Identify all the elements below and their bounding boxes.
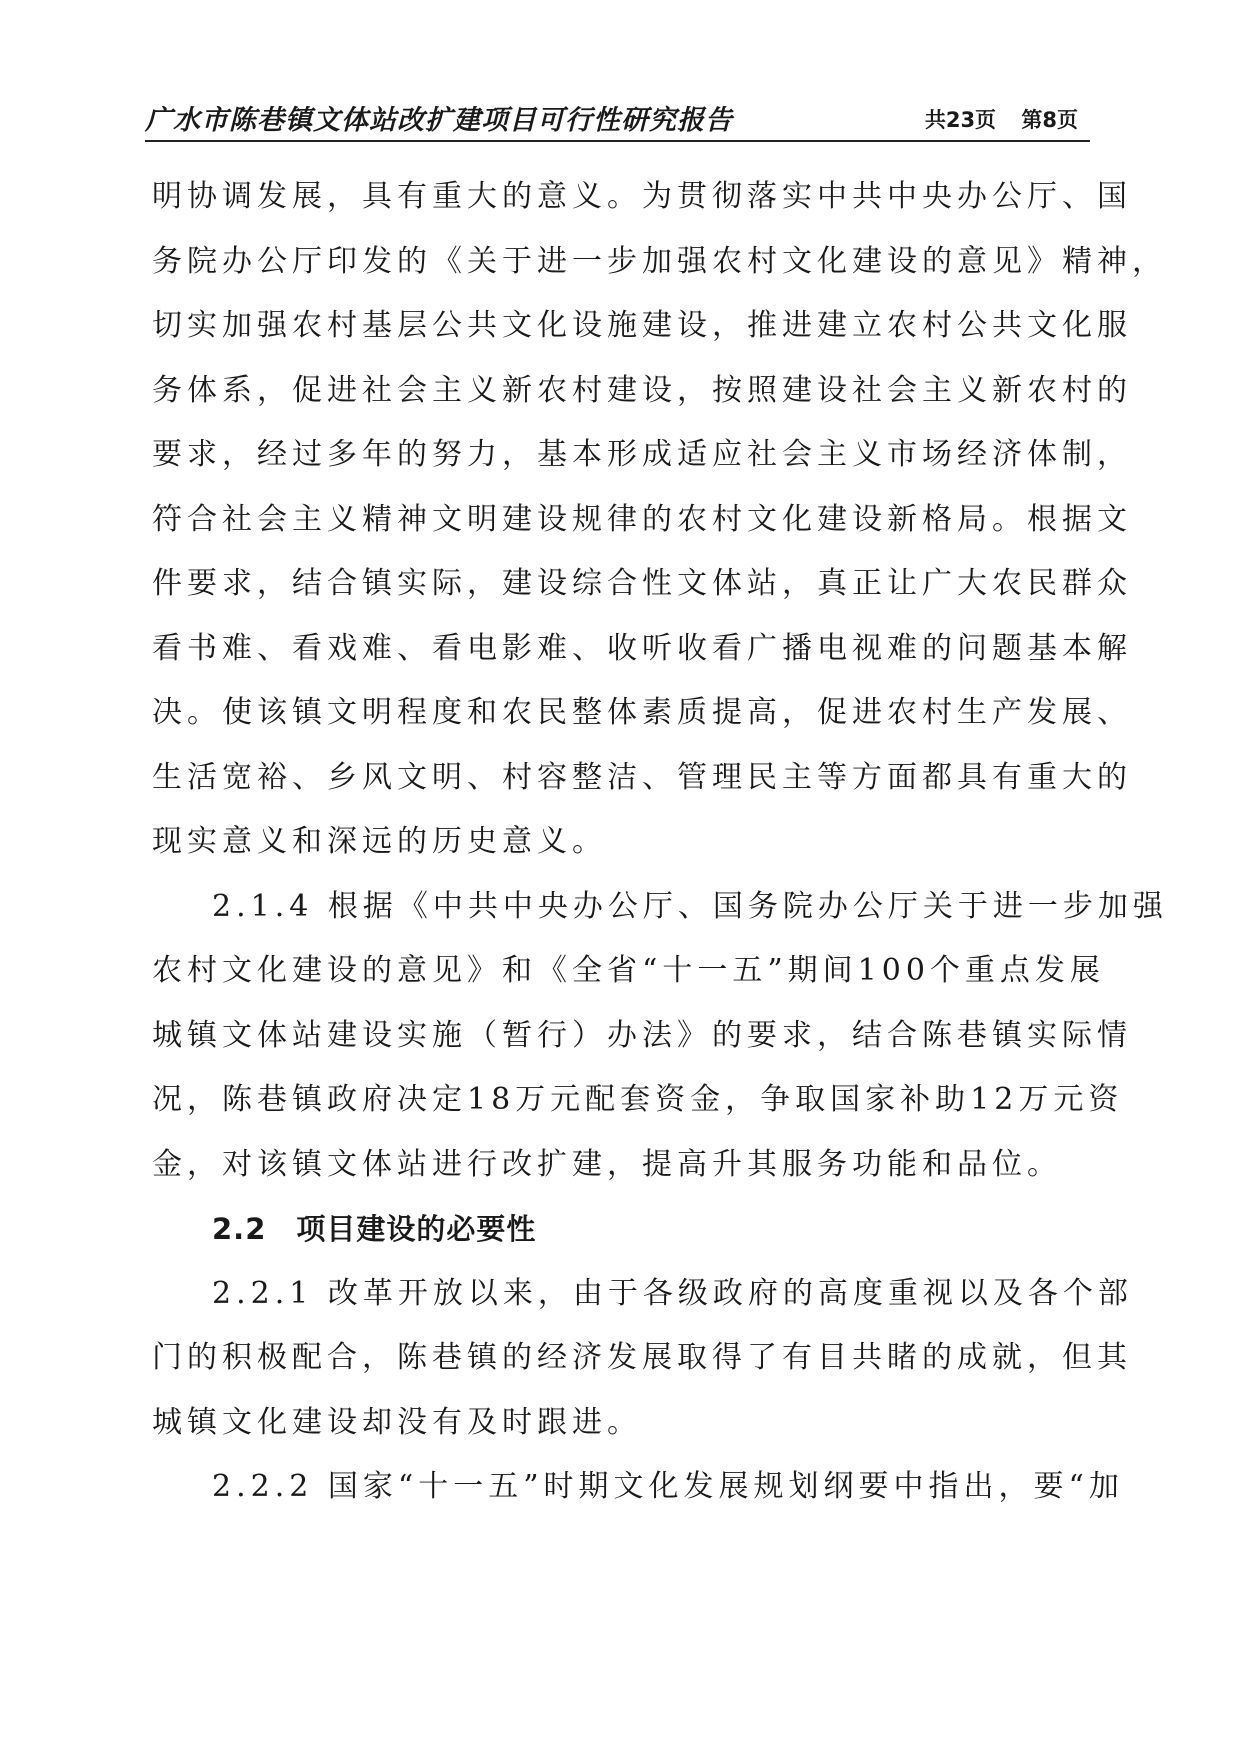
body-line: 符合社会主义精神文明建设规律的农村文化建设新格局。根据文 xyxy=(152,501,1132,537)
body-line: 件要求，结合镇实际，建设综合性文体站，真正让广大农民群众 xyxy=(152,566,1132,601)
body-line: 城镇文体站建设实施（暂行）办法》的要求，结合陈巷镇实际情 xyxy=(152,1017,1132,1053)
body-line: 切实加强农村基层公共文化设施建设，推进建立农村公共文化服 xyxy=(152,308,1132,343)
section-heading-2-2 xyxy=(152,1197,1092,1262)
paragraph-2-2-2-start: 2.2.2 国家“十一五”时期文化发展规划纲要中指出，要“加 xyxy=(212,1469,1124,1504)
document-title: 广水市陈巷镇文体站改扩建项目可行性研究报告 xyxy=(145,105,733,136)
body-line: 门的积极配合，陈巷镇的经济发展取得了有目共睹的成就，但其 xyxy=(152,1340,1132,1375)
body-line: 要求，经过多年的努力，基本形成适应社会主义市场经济体制， xyxy=(152,437,1132,472)
body-line: 明协调发展，具有重大的意义。为贯彻落实中共中央办公厅、国 xyxy=(152,179,1132,214)
section-title: 项目建设的必要性 xyxy=(296,1212,537,1246)
total-pages: 共23页 xyxy=(924,108,997,132)
section-number: 2.2 xyxy=(212,1212,267,1246)
document-body xyxy=(152,165,1168,1520)
body-line: 务院办公厅印发的《关于进一步加强农村文化建设的意见》精神， xyxy=(152,243,1167,279)
body-line: 农村文化建设的意见》和《全省“十一五”期间100个重点发展 xyxy=(152,953,1105,988)
current-page: 第8页 xyxy=(1021,108,1078,132)
body-line: 况，陈巷镇政府决定18万元配套资金，争取国家补助12万元资 xyxy=(152,1082,1124,1117)
page-header xyxy=(145,96,1090,142)
body-line: 务体系，促进社会主义新农村建设，按照建设社会主义新农村的 xyxy=(152,372,1132,408)
body-line: 城镇文化建设却没有及时跟进。 xyxy=(152,1404,642,1440)
body-line: 金，对该镇文体站进行改扩建，提高升其服务功能和品位。 xyxy=(152,1146,1062,1182)
paragraph-2-1-4-start: 2.1.4 根据《中共中央办公厅、国务院办公厅关于进一步加强 xyxy=(212,888,1168,924)
body-line: 现实意义和深远的历史意义。 xyxy=(152,824,607,859)
body-line: 看书难、看戏难、看电影难、收听收看广播电视难的问题基本解 xyxy=(152,630,1132,666)
body-line: 决。使该镇文明程度和农民整体素质提高，促进农村生产发展、 xyxy=(152,695,1132,730)
body-line: 生活宽裕、乡风文明、村容整洁、管理民主等方面都具有重大的 xyxy=(152,759,1132,795)
page-counter xyxy=(925,104,1078,134)
paragraph-2-2-1-start: 2.2.1 改革开放以来，由于各级政府的高度重视以及各个部 xyxy=(212,1275,1133,1311)
